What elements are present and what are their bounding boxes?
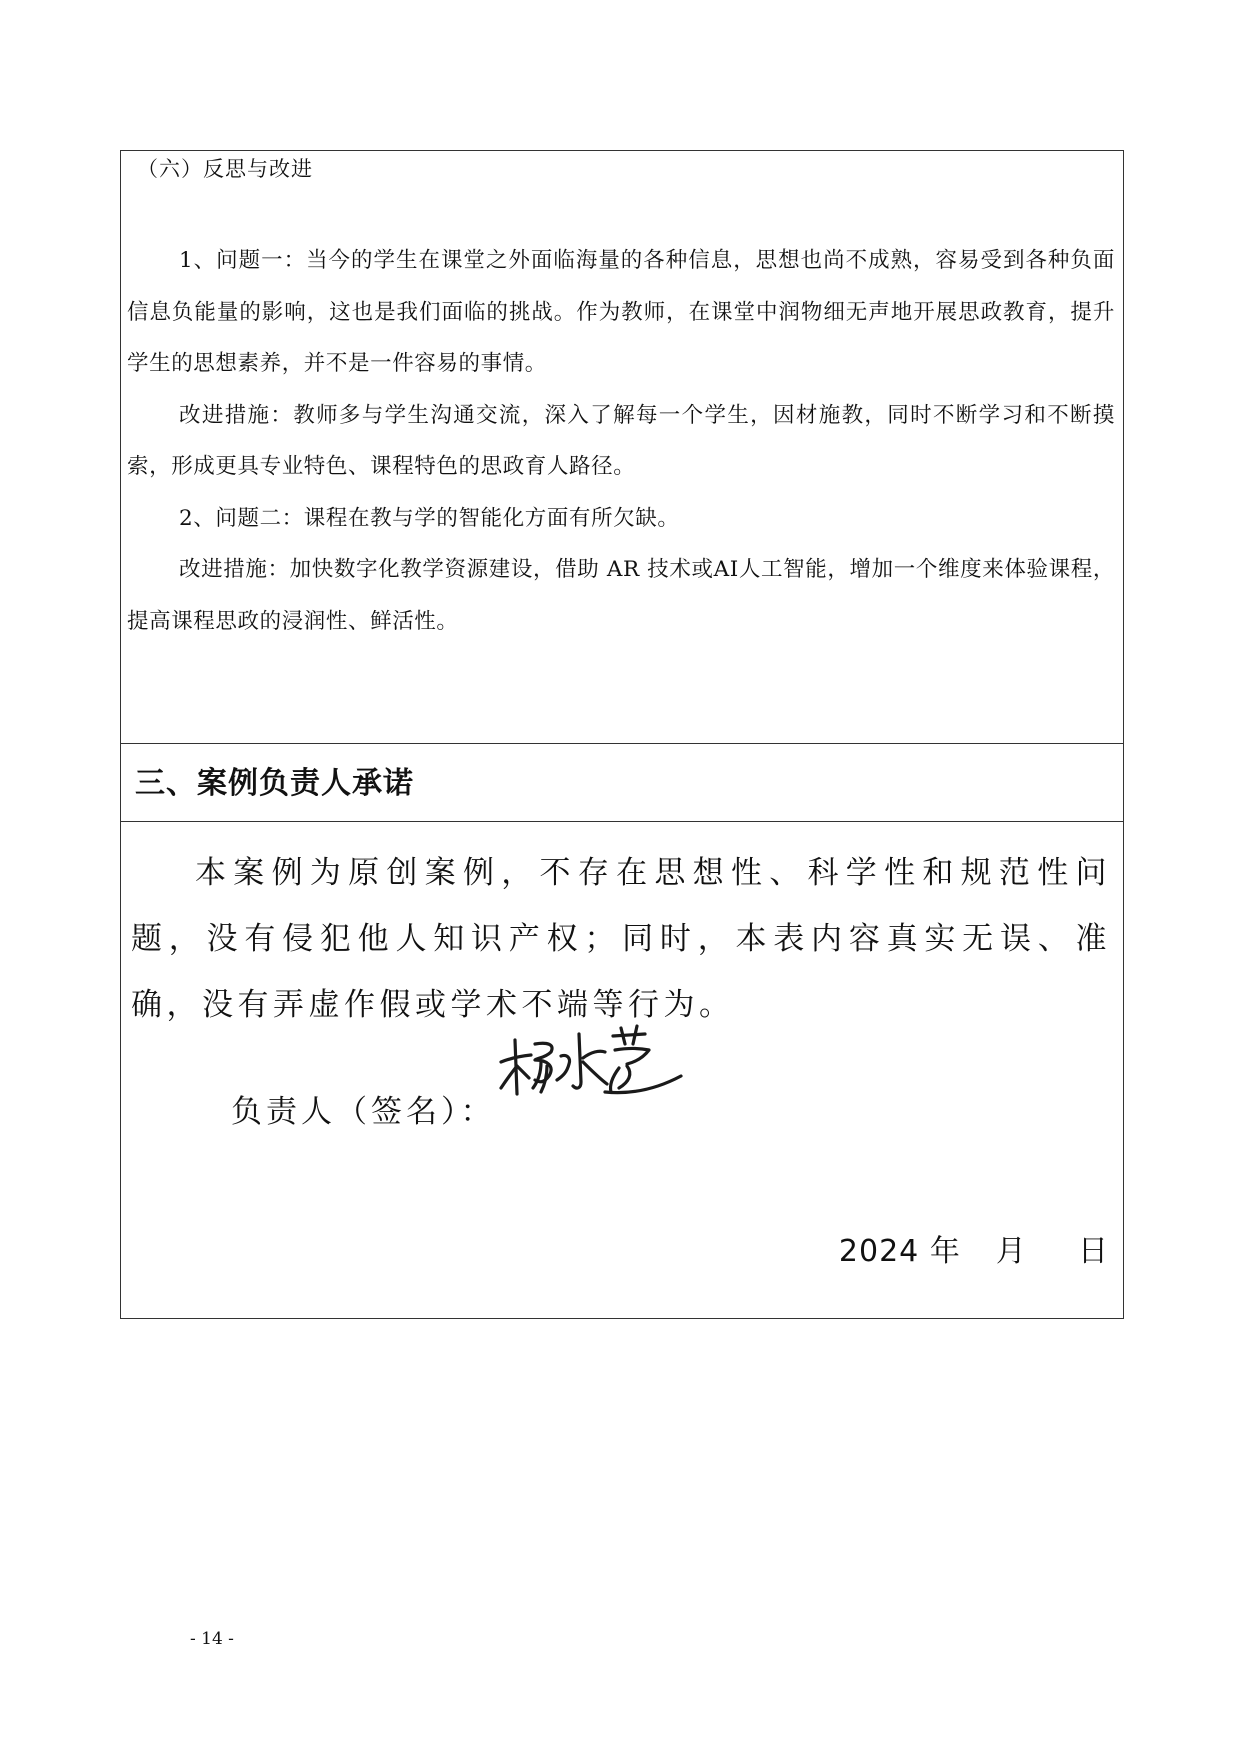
improvement-two-paragraph: 改进措施：加快数字化教学资源建设，借助 AR 技术或AI人工智能，增加一个维度来体验课程，提高课程思政的浸润性、鲜活性。 [127, 557, 1115, 634]
problem-two-paragraph: 2、问题二：课程在教与学的智能化方面有所欠缺。 [179, 505, 680, 531]
date-line [839, 1226, 1109, 1270]
signer-label: 负责人（签名）： [231, 1094, 496, 1130]
reflection-body [127, 235, 1115, 647]
problem-one-paragraph: 1、问题一：当今的学生在课堂之外面临海量的各种信息，思想也尚不成熟，容易受到各种负面信息负能量的影响，这也是我们面临的挑战。作为教师，在课堂中润物细无声地开展思政教育，提升学生的思想素养，并不是一件容易的事情。 [127, 248, 1115, 376]
commitment-title: 三、案例负责人承诺 [135, 766, 414, 801]
pledge-text: 本案例为原创案例，不存在思想性、科学性和规范性问题，没有侵犯他人知识产权；同时，本表内容真实无误、准确，没有弄虚作假或学术不端等行为。 [131, 855, 1111, 1023]
date-year-unit: 年 [929, 1234, 961, 1269]
reflection-section [121, 151, 1123, 744]
page-number: - 14 - [190, 1629, 234, 1649]
date-day-unit: 日 [1078, 1234, 1109, 1269]
commitment-header [121, 744, 1123, 822]
handwritten-signature [495, 1022, 685, 1102]
improvement-one-paragraph: 改进措施：教师多与学生沟通交流，深入了解每一个学生，因材施教，同时不断学习和不断摸索，形成更具专业特色、课程特色的思政育人路径。 [127, 402, 1115, 479]
commitment-table [120, 150, 1124, 1319]
date-month-unit: 月 [995, 1234, 1027, 1269]
date-year: 2024 [838, 1234, 920, 1269]
reflection-heading: （六）反思与改进 [137, 157, 313, 181]
commitment-body [121, 822, 1123, 1320]
